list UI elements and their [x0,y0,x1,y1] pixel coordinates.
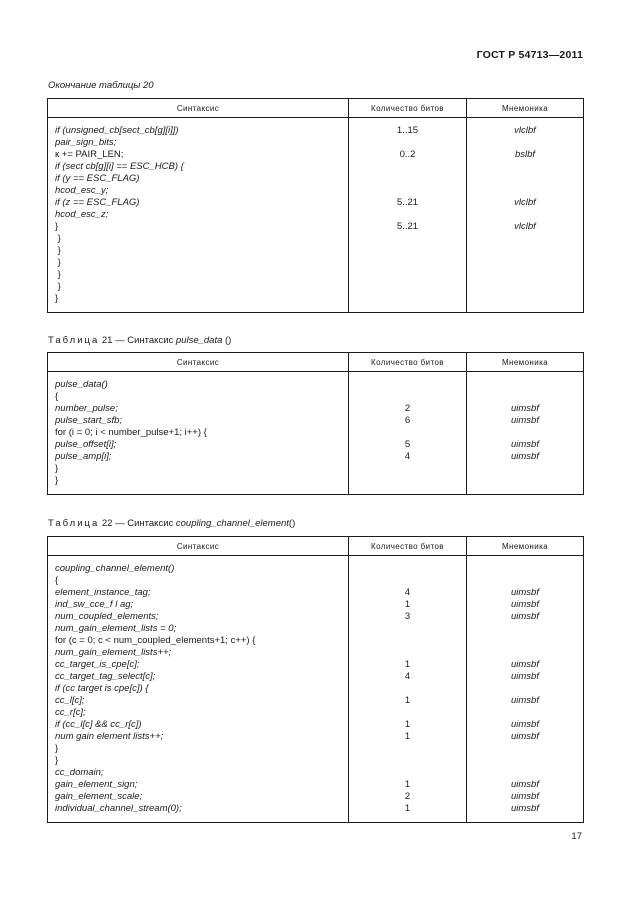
syntax-line: ind_sw_cce_f l ag; [55,599,134,610]
bits-line [349,161,466,173]
mnemonic-line [467,209,583,221]
mnemonic-line: uimsbf [511,587,539,598]
syntax-line: num_gain_element_lists++; [55,647,172,658]
bits-line: 5..21 [396,197,419,208]
mnemonic-line [467,185,583,197]
bits-line: 3 [404,611,411,622]
caption-suffix: () [222,335,232,346]
bits-line [349,575,466,587]
header-mnemonic: Мнемоника [467,537,584,556]
table-body-row [48,372,584,495]
syntax-line: cc_domain; [55,767,104,778]
bits-line [349,209,466,221]
syntax-line: num_gain_element_lists = 0; [55,623,177,634]
mnemonic-line: uimsbf [511,803,539,814]
mnemonic-line [467,475,583,487]
mnemonic-line: vlclbf [514,221,536,232]
bits-line [349,185,466,197]
mnemonic-line [467,161,583,173]
syntax-line: } [55,281,61,292]
bits-line [349,767,466,779]
bits-line: 1 [404,599,411,610]
mnemonic-line: uimsbf [511,719,539,730]
syntax-line: } [55,293,59,304]
table-22 [47,536,584,823]
mnemonic-line: uimsbf [511,415,539,426]
mnemonic-line [467,173,583,185]
syntax-line: } [55,463,59,474]
syntax-line: pulse_amp[i]; [55,451,112,462]
bits-line [349,269,466,281]
bits-line: 2 [404,791,411,802]
table-21 [47,352,584,495]
bits-line [349,245,466,257]
syntax-line: pair_sign_bits; [55,137,117,148]
syntax-line: individual_channel_stream(0); [55,803,182,814]
mnemonic-line [467,743,583,755]
syntax-line: } [55,221,59,232]
bits-line: 5..21 [396,221,419,232]
bits-line [349,707,466,719]
mnemonic-line [467,269,583,281]
bits-line [349,293,466,305]
mnemonic-line: uimsbf [511,439,539,450]
mnemonic-line [467,379,583,391]
bits-line: 5 [404,439,411,450]
bits-line: 1 [404,779,411,790]
caption-suffix: () [288,518,296,529]
bits-line: 1..15 [396,125,419,136]
mnemonic-line [467,683,583,695]
mnemonic-line [467,427,583,439]
syntax-line: gain_element_scale; [55,791,143,802]
syntax-line: } [55,743,59,754]
mnemonic-line: uimsbf [511,599,539,610]
syntax-cell [48,556,349,823]
syntax-line: num_coupled_elements; [55,611,159,622]
mnemonic-line [467,233,583,245]
bits-cell [349,118,467,313]
mnemonic-line [467,647,583,659]
bits-line: 4 [404,587,411,598]
table-header-row [48,537,584,556]
mnemonic-line [467,391,583,403]
table20-caption: Окончание таблицы 20 [48,80,154,91]
syntax-line: { [55,575,59,586]
bits-line [349,137,466,149]
bits-line [349,427,466,439]
header-syntax: Синтаксис [48,537,349,556]
header-syntax: Синтаксис [48,99,349,118]
table22-caption [48,518,295,529]
bits-line: 4 [404,671,411,682]
syntax-cell [48,372,349,495]
caption-prefix: Таблица [48,335,100,346]
bits-cell [349,556,467,823]
header-mnemonic: Мнемоника [467,99,584,118]
mnemonic-line: uimsbf [511,611,539,622]
mnemonic-line: uimsbf [511,659,539,670]
syntax-line: hcod_esc_z; [55,209,109,220]
syntax-line: pulse_offset[i]; [55,439,117,450]
bits-line [349,623,466,635]
syntax-line: number_pulse; [55,403,118,414]
syntax-line: if (y == ESC_FLAG) [55,173,140,184]
mnemonic-line [467,767,583,779]
bits-line [349,755,466,767]
bits-line [349,683,466,695]
mnemonic-cell [467,372,584,495]
syntax-line: num gain element lists++; [55,731,164,742]
mnemonic-line [467,623,583,635]
syntax-line: gain_element_sign; [55,779,138,790]
syntax-line: for (c = 0; c < num_coupled_elements+1; c++) { [55,635,256,646]
mnemonic-line [467,755,583,767]
syntax-line: к += PAIR_LEN; [55,149,124,160]
syntax-line: coupling_channel_element() [55,563,175,574]
mnemonic-line [467,137,583,149]
bits-line: 1 [404,731,411,742]
syntax-cell [48,118,349,313]
table-body-row [48,118,584,313]
bits-line: 1 [404,719,411,730]
bits-line [349,379,466,391]
mnemonic-line [467,563,583,575]
mnemonic-line: vlclbf [514,197,536,208]
syntax-line: for (i = 0; i < number_pulse+1; i++) { [55,427,207,438]
mnemonic-line: uimsbf [511,403,539,414]
mnemonic-line: uimsbf [511,695,539,706]
table-20 [47,98,584,313]
caption-name: coupling_channel_element [175,518,289,529]
syntax-line: cc_target_tag_select[c]; [55,671,156,682]
mnemonic-line: bslbf [514,149,536,160]
mnemonic-line: uimsbf [511,451,539,462]
syntax-line: pulse_start_sfb; [55,415,123,426]
bits-line: 1 [404,803,411,814]
mnemonic-cell [467,118,584,313]
syntax-line: if (cc target is cpe[c]) { [55,683,149,694]
mnemonic-line [467,245,583,257]
syntax-line: cc_target_is_cpe[c]; [55,659,140,670]
bits-line [349,563,466,575]
table-header-row [48,353,584,372]
mnemonic-line [467,575,583,587]
syntax-line: { [55,391,59,402]
bits-line: 1 [404,659,411,670]
bits-line: 4 [404,451,411,462]
syntax-line: } [55,245,61,256]
bits-line [349,475,466,487]
bits-line [349,173,466,185]
caption-prefix: Таблица [48,518,100,529]
header-bits: Количество битов [349,537,467,556]
mnemonic-line: uimsbf [511,791,539,802]
bits-line: 6 [404,415,411,426]
mnemonic-cell [467,556,584,823]
header-mnemonic: Мнемоника [467,353,584,372]
mnemonic-line [467,257,583,269]
bits-line [349,743,466,755]
syntax-line: } [55,257,61,268]
table21-caption [48,335,231,346]
syntax-line: if (cc_l[c] && cc_r[c]) [55,719,142,730]
bits-line [349,233,466,245]
mnemonic-line [467,635,583,647]
bits-line: 2 [404,403,411,414]
syntax-line: } [55,755,59,766]
syntax-line: hcod_esc_y; [55,185,109,196]
bits-line [349,635,466,647]
mnemonic-line: uimsbf [511,731,539,742]
page-number: 17 [571,831,582,842]
mnemonic-line [467,293,583,305]
header-syntax: Синтаксис [48,353,349,372]
syntax-line: cc_l[c]; [55,695,85,706]
bits-line: 1 [404,695,411,706]
bits-line [349,391,466,403]
bits-cell [349,372,467,495]
caption-number: 22 — Синтаксис [99,518,176,529]
bits-line [349,463,466,475]
syntax-line: cc_r[c]; [55,707,86,718]
document-code: ГОСТ Р 54713—2011 [476,49,583,61]
mnemonic-line: uimsbf [511,779,539,790]
mnemonic-line [467,707,583,719]
table-body-row [48,556,584,823]
syntax-line: if (sect cb[g][i] == ESC_HCB) { [55,161,184,172]
syntax-line: } [55,269,61,280]
syntax-line: element_instance_tag; [55,587,151,598]
syntax-line: } [55,233,61,244]
syntax-line: if (unsigned_cb[sect_cb[g][i]]) [55,125,179,136]
caption-name: pulse_data [175,335,223,346]
mnemonic-line: uimsbf [511,671,539,682]
syntax-line: } [55,475,59,486]
syntax-line: pulse_data() [55,379,108,390]
table-header-row [48,99,584,118]
header-bits: Количество битов [349,353,467,372]
bits-line [349,257,466,269]
mnemonic-line: vlclbf [514,125,536,136]
header-bits: Количество битов [349,99,467,118]
caption-number: 21 — Синтаксис [99,335,176,346]
bits-line [349,647,466,659]
syntax-line: if (z == ESC_FLAG) [55,197,140,208]
bits-line [349,281,466,293]
mnemonic-line [467,281,583,293]
mnemonic-line [467,463,583,475]
bits-line: 0..2 [399,149,416,160]
